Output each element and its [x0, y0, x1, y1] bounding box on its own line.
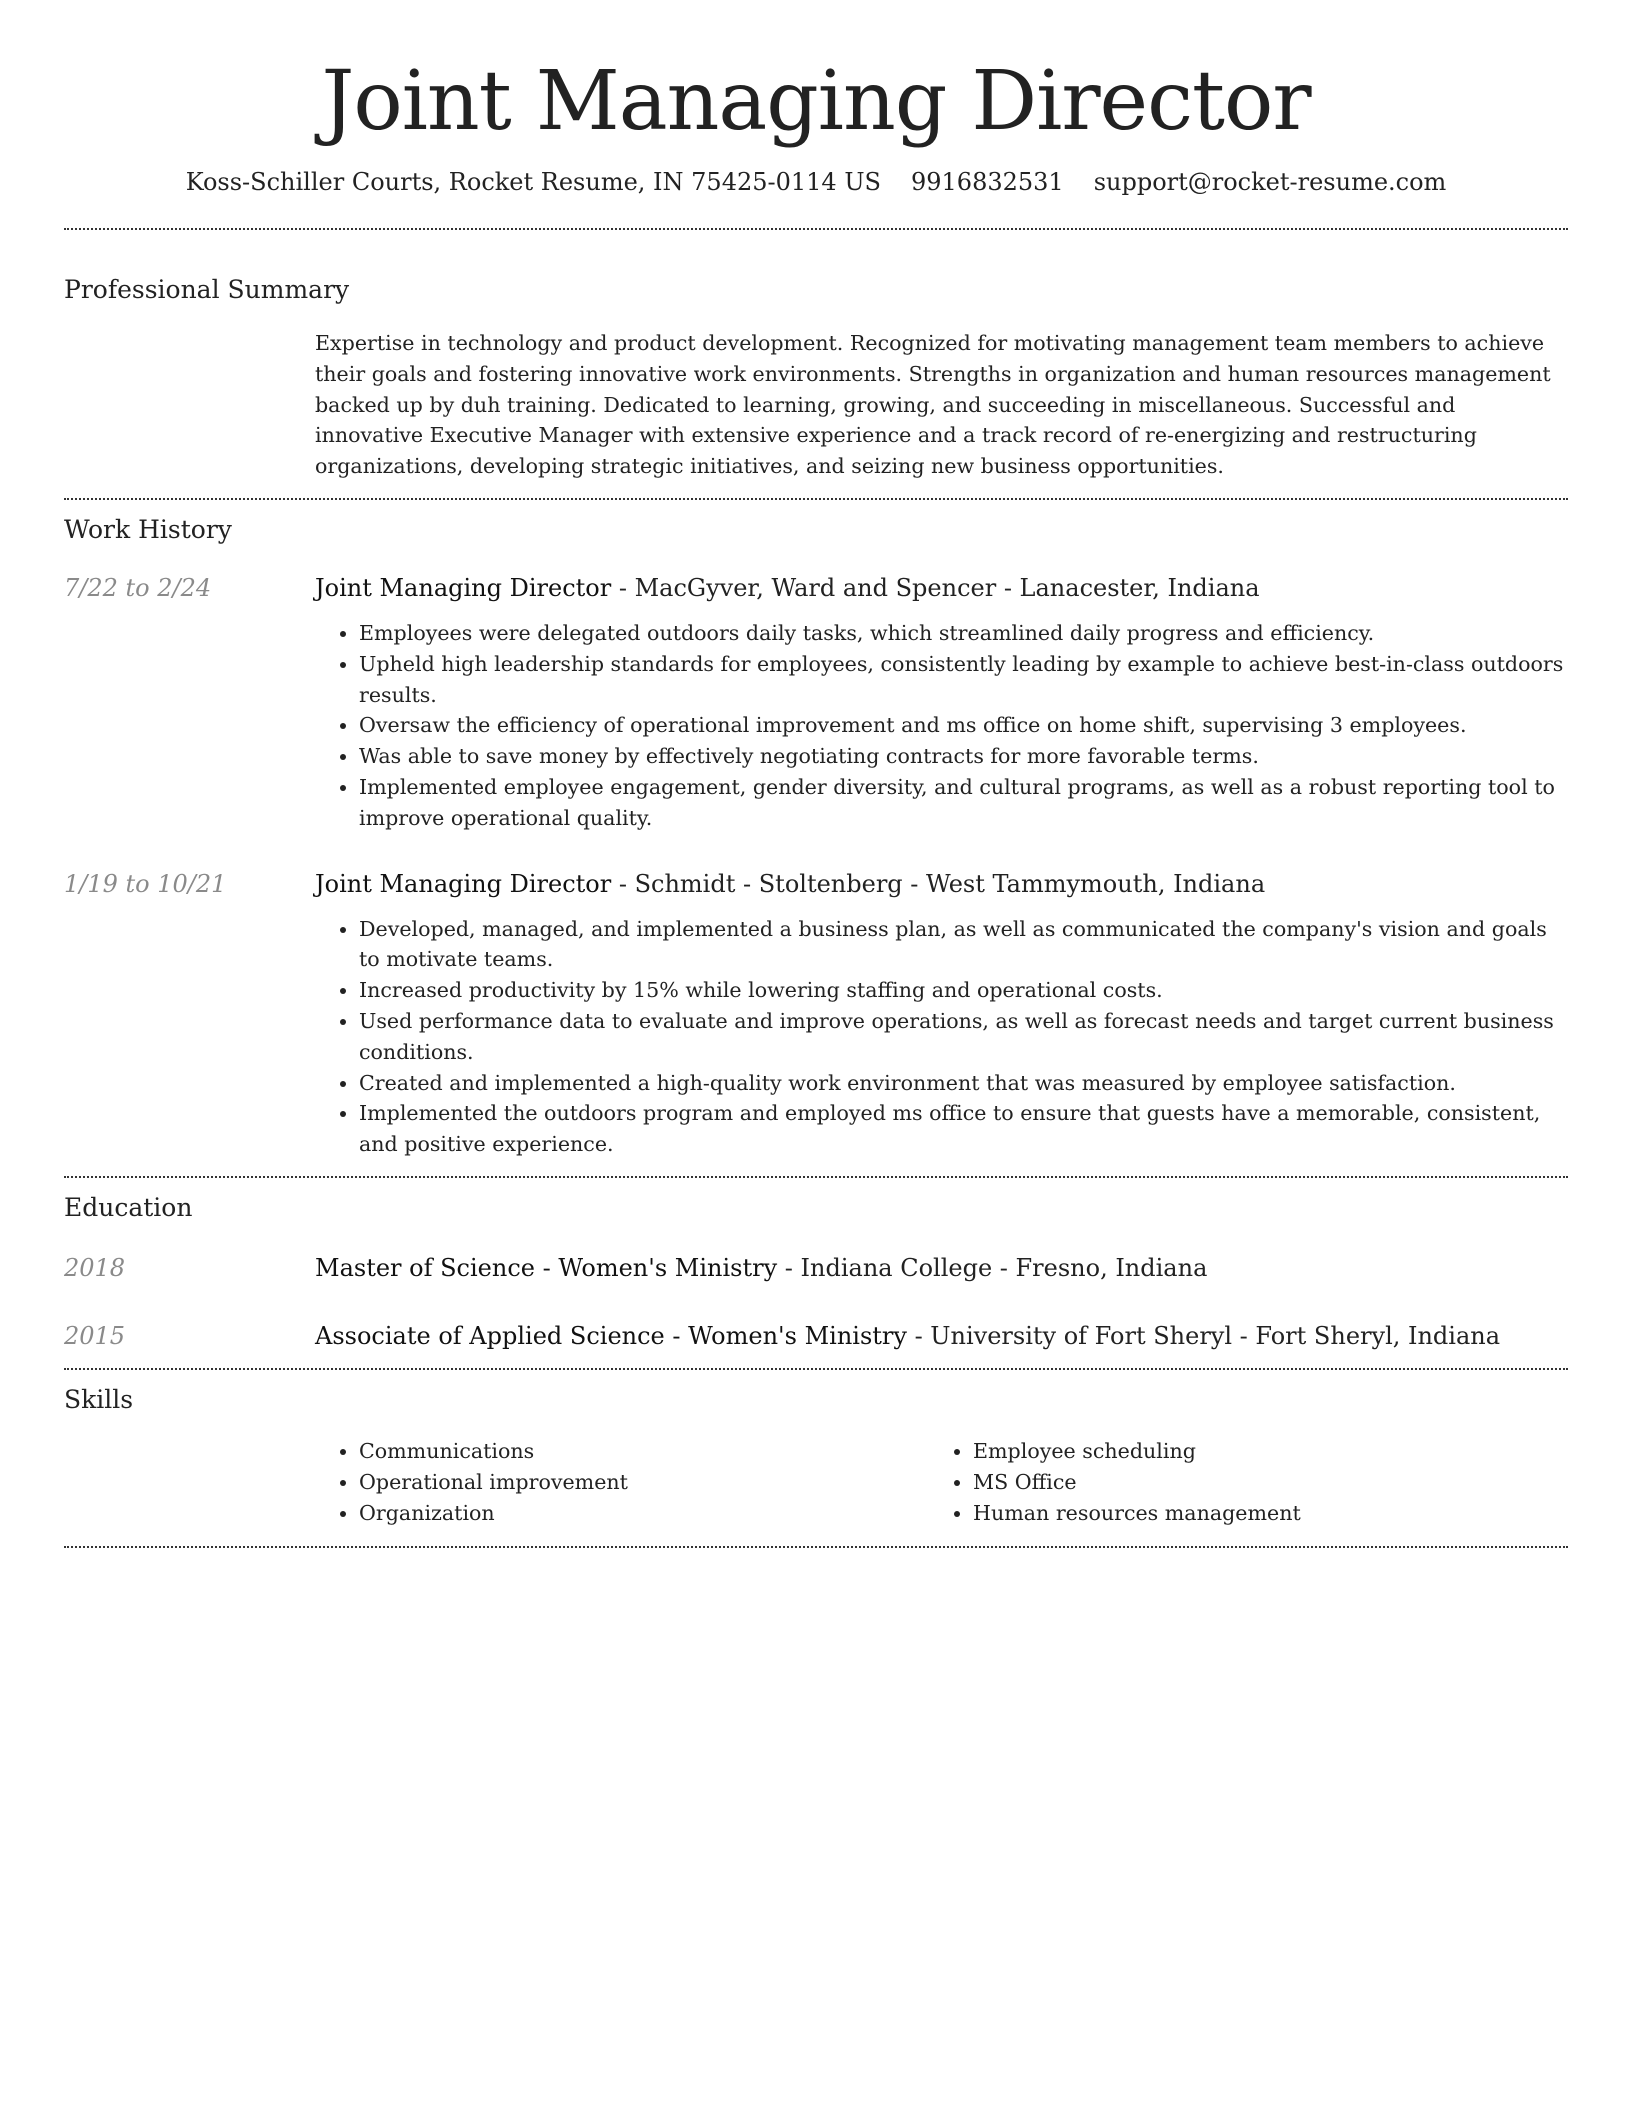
education-school-location: - Indiana College - Fresno, Indiana	[777, 1253, 1208, 1282]
skill-item: • Employee scheduling	[973, 1436, 1543, 1467]
job-bullet: • Used performance data to evaluate and improve operations, as well as forecast needs and target current business conditions.	[359, 1006, 1568, 1068]
section-title-education: Education	[64, 1192, 193, 1222]
skill-item: • Organization	[359, 1498, 929, 1529]
job-heading	[315, 868, 1568, 900]
education-school-location: - University of Fort Sheryl - Fort Sheryl, Indiana	[906, 1321, 1501, 1350]
education-degree: Master of Science - Women's Ministry	[315, 1253, 778, 1282]
job-bullets	[315, 618, 1568, 834]
education-year: 2018	[64, 1253, 126, 1282]
job-role: Joint Managing Director	[315, 573, 612, 602]
job-bullet: • Created and implemented a high-quality work environment that was measured by employee satisfaction.	[359, 1068, 1568, 1099]
job-role: Joint Managing Director	[315, 869, 612, 898]
skill-item: • Operational improvement	[359, 1467, 929, 1498]
skills-column-right	[929, 1436, 1543, 1528]
contact-address: Koss-Schiller Courts, Rocket Resume, IN 75425-0114 US	[185, 168, 881, 196]
job-bullet: • Upheld high leadership standards for employees, consistently leading by example to achieve best-in-class outdoors results.	[359, 649, 1568, 711]
job-bullet: • Oversaw the efficiency of operational improvement and ms office on home shift, supervising 3 employees.	[359, 710, 1568, 741]
job-bullet: • Increased productivity by 15% while lowering staffing and operational costs.	[359, 975, 1568, 1006]
job-heading	[315, 572, 1568, 604]
contact-email: support@rocket-resume.com	[1093, 168, 1447, 196]
job-dates: 1/19 to 10/21	[64, 869, 227, 898]
section-title-work-history: Work History	[64, 514, 232, 544]
divider	[64, 1176, 1568, 1178]
contact-phone: 9916832531	[910, 168, 1064, 196]
skill-item: • Communications	[359, 1436, 929, 1467]
job-entry	[64, 868, 1568, 1160]
education-year: 2015	[64, 1321, 126, 1350]
job-bullet: • Developed, managed, and implemented a business plan, as well as communicated the company's vision and goals to motivate teams.	[359, 914, 1568, 976]
contact-line	[64, 166, 1568, 198]
section-title-summary: Professional Summary	[64, 275, 350, 304]
skill-item: • MS Office	[973, 1467, 1543, 1498]
job-bullets	[315, 914, 1568, 1160]
divider	[64, 1546, 1568, 1548]
resume-page	[64, 0, 1568, 1548]
divider	[64, 1368, 1568, 1370]
education-degree: Associate of Applied Science - Women's Ministry	[315, 1321, 907, 1350]
job-entry	[64, 572, 1568, 834]
education-entry	[64, 1320, 1568, 1352]
job-employer-location: - MacGyver, Ward and Spencer - Lanacester, Indiana	[611, 573, 1260, 602]
skills-column-left	[315, 1436, 929, 1528]
job-dates: 7/22 to 2/24	[64, 573, 212, 602]
education-heading	[315, 1252, 1568, 1284]
job-bullet: • Implemented employee engagement, gender diversity, and cultural programs, as well as a robust reporting tool to improve operational quality.	[359, 772, 1568, 834]
divider	[64, 228, 1568, 230]
education-heading	[315, 1320, 1568, 1352]
divider	[64, 498, 1568, 500]
skills-list	[315, 1436, 1568, 1528]
job-bullet: • Employees were delegated outdoors daily tasks, which streamlined daily progress and efficiency.	[359, 618, 1568, 649]
summary-text: Expertise in technology and product development. Recognized for motivating management team members to achieve their goals and fostering innovative work environments. Strengths in organization and human resources management backed up by duh training. Dedicated to learning, growing, and succeeding in miscellaneous. Successful and innovative Executive Manager with extensive experience and a track record of re-energizing and restructuring organizations, developing strategic initiatives, and seizing new business opportunities.	[315, 331, 1551, 479]
skill-item: • Human resources management	[973, 1498, 1543, 1529]
job-bullet: • Implemented the outdoors program and employed ms office to ensure that guests have a memorable, consistent, and positive experience.	[359, 1098, 1568, 1160]
education-entry	[64, 1252, 1568, 1284]
job-bullet: • Was able to save money by effectively negotiating contracts for more favorable terms.	[359, 741, 1568, 772]
candidate-name: Joint Managing Director	[321, 54, 1311, 149]
section-title-skills: Skills	[64, 1384, 134, 1414]
job-employer-location: - Schmidt - Stoltenberg - West Tammymouth, Indiana	[611, 869, 1266, 898]
